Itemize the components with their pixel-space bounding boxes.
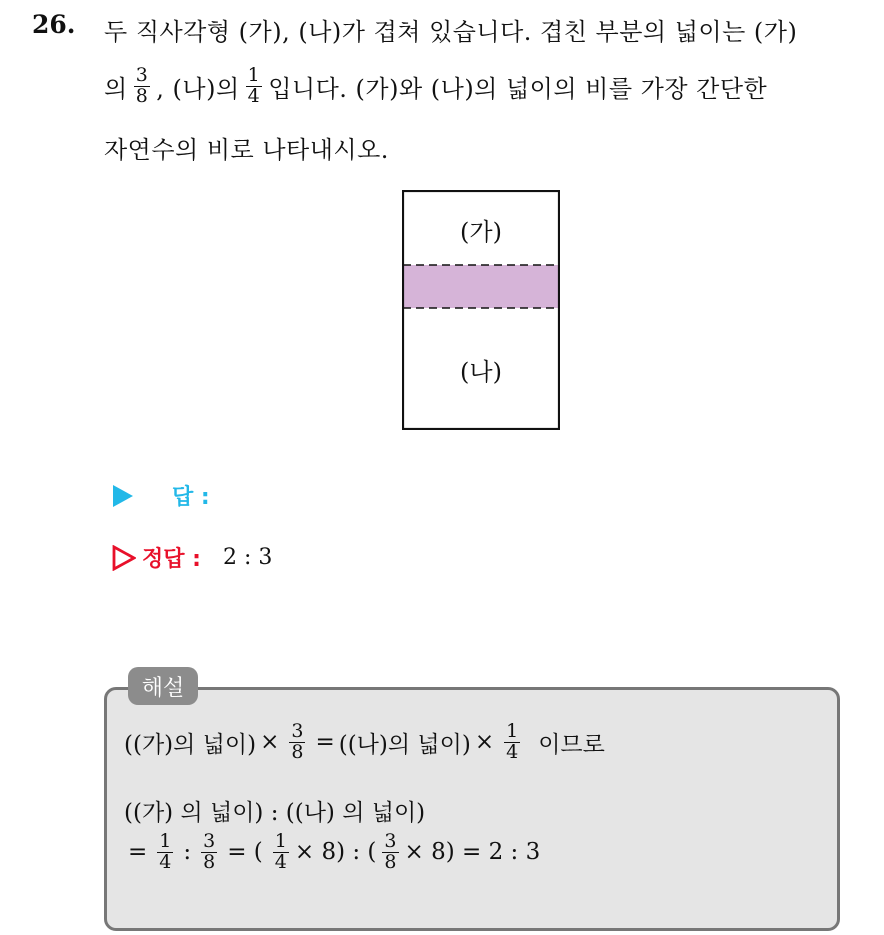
solution-line-1 [124,722,605,763]
question-text: 의 [104,74,128,103]
fraction [134,66,151,107]
fraction-numerator: 3 [203,830,216,852]
fraction-denominator: 4 [247,84,261,107]
question-text: 입니다. (가)와 (나)의 넓이의 비를 가장 간단한 [268,74,768,103]
fraction-numerator: 3 [384,830,397,852]
answer-label: 답 : [172,485,210,510]
overlap-region [402,265,560,308]
fraction-denominator: 4 [159,850,172,873]
solution-text: = ( [227,839,263,866]
fraction-numerator: 1 [274,830,287,852]
fraction-numerator: 3 [291,720,304,742]
fraction-denominator: 4 [506,740,519,763]
solution-text: ((가)의 넓이) [124,731,257,758]
answer-arrow-icon [112,484,134,508]
rectangle-na-label: (나) [460,358,502,386]
colon-sign: : [183,839,192,866]
question-number: 26. [32,10,76,39]
answer-row [112,480,210,511]
times-sign: × [260,729,280,756]
fraction [289,722,305,763]
solution-text: × 8) = 2 : 3 [404,839,541,866]
fraction-denominator: 8 [291,740,304,763]
fraction-numerator: 3 [135,64,149,86]
correct-answer-value: 2 : 3 [222,545,273,570]
correct-answer-arrow-icon [112,545,136,571]
fraction [157,832,173,873]
fraction [273,832,289,873]
fraction-denominator: 8 [203,850,216,873]
fraction-denominator: 8 [384,850,397,873]
fraction [382,832,398,873]
fraction-numerator: 1 [506,720,519,742]
correct-answer-row [112,542,272,573]
fraction-numerator: 1 [247,64,261,86]
fraction-numerator: 1 [159,830,172,852]
times-sign: × [474,729,495,756]
question-line-3: 자연수의 비로 나타내시오. [104,136,389,164]
solution-text: ((나)의 넓이) [338,731,471,758]
solution-text: × 8) : ( [294,839,377,866]
question-text: , (나)의 [156,74,240,103]
fraction [201,832,217,873]
solution-text: 이므로 [538,731,605,758]
correct-answer-label: 정답 : [142,547,201,572]
fraction [504,722,520,763]
equals-sign: = [315,729,335,756]
rectangle-ga-label: (가) [460,218,502,246]
solution-line-2: ((가) 의 넓이) : ((나) 의 넓이) [124,800,426,826]
equals-sign: = [128,839,148,866]
solution-line-3 [124,832,540,873]
question-line-1: 두 직사각형 (가), (나)가 겹쳐 있습니다. 겹친 부분의 넓이는 (가) [104,18,798,46]
fraction-denominator: 8 [135,84,149,107]
fraction [246,66,263,107]
fraction-denominator: 4 [274,850,287,873]
solution-tab: 해설 [128,667,198,705]
question-line-2 [104,66,767,107]
